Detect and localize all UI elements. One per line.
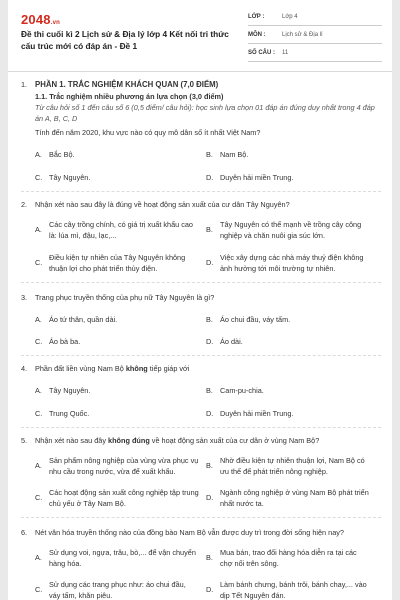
option-text: Sử dụng voi, ngựa, trâu, bò,... để vận chuyển hàng hóa. (49, 548, 196, 568)
option-text: Áo chui đầu, váy tấm. (220, 315, 291, 324)
option-text: Sản phẩm nông nghiệp của vùng vừa phục vụ nhu cầu trong nước, vừa để xuất khẩu. (49, 456, 199, 476)
option-letter: D. (206, 337, 214, 346)
option-letter: A. (35, 315, 42, 324)
question-3-option-c[interactable] (35, 337, 199, 348)
option-text: Làm bánh chưng, bánh trôi, bánh chay,... vào dịp Tết Nguyên đán. (220, 580, 367, 600)
question-5-text-end: về hoạt động sản xuất của cư dân ở vùng Nam Bộ? (149, 436, 320, 445)
question-5-option-d[interactable] (206, 488, 370, 509)
question-6-number: 6. (21, 528, 28, 537)
option-letter: C. (35, 493, 43, 503)
option-text: Bắc Bộ. (49, 150, 75, 159)
question-3-option-b[interactable] (206, 315, 370, 326)
question-4-option-c[interactable] (35, 409, 199, 420)
option-letter: C. (35, 173, 43, 182)
option-text: Duyên hải miền Trung. (220, 173, 294, 182)
option-letter: A. (35, 553, 42, 563)
question-4-option-a[interactable] (35, 386, 199, 397)
question-4-text-end: tiếp giáp với (147, 364, 190, 373)
option-text: Việc xây dựng các nhà máy thuỷ điện không ảnh hưởng tới môi trường tự nhiên. (220, 253, 364, 273)
site-logo[interactable] (21, 12, 60, 27)
option-text: Trung Quốc. (49, 409, 90, 418)
question-6-option-c[interactable] (35, 580, 199, 600)
option-text: Nhờ điều kiện tự nhiên thuận lợi, Nam Bộ có ưu thế để phát triển nông nghiệp. (220, 456, 365, 476)
question-5-text (35, 436, 380, 447)
option-letter: A. (35, 461, 42, 471)
option-letter: B. (206, 150, 213, 159)
question-divider (21, 282, 381, 283)
question-4-text (35, 364, 380, 375)
option-text: Sử dụng các trang phục như: áo chui đầu, váy tấm, khăn piêu. (49, 580, 186, 600)
question-1-option-d[interactable] (206, 173, 370, 184)
question-5-text-start: Nhận xét nào sau đây (35, 436, 109, 445)
question-2-option-c[interactable] (35, 253, 199, 274)
option-letter: D. (206, 493, 214, 503)
count-value: 11 (282, 49, 289, 56)
option-text: Mua bán, trao đổi hàng hóa diễn ra tại các chợ nổi trên sông. (220, 548, 357, 568)
question-4-option-d[interactable] (206, 409, 370, 420)
count-label: SỐ CÂU : (248, 49, 275, 56)
grade-value: Lớp 4 (282, 13, 298, 20)
question-2-option-d[interactable] (206, 253, 370, 274)
question-4-keyword: không (125, 364, 148, 373)
meta-table (248, 8, 382, 62)
subject-value: Lịch sử & Địa lí (282, 31, 323, 38)
option-letter: B. (206, 461, 213, 471)
meta-row-grade (248, 8, 382, 26)
option-letter: D. (206, 173, 214, 182)
question-6-text: Nét văn hóa truyền thống nào của đồng bào Nam Bộ vẫn được duy trì trong đời sống hiện nay? (35, 528, 344, 537)
section-subtitle: 1.1. Trắc nghiệm nhiều phương án lựa chọn (3,0 điểm) (35, 92, 224, 101)
option-letter: C. (35, 585, 43, 595)
option-text: Tây Nguyên. (49, 386, 91, 395)
option-letter: C. (35, 337, 43, 346)
option-text: Điều kiện tự nhiên của Tây Nguyên không thuận lợi cho phát triển thủy điện. (49, 253, 186, 273)
meta-row-subject (248, 26, 382, 44)
question-2-text: Nhận xét nào sau đây là đúng về hoạt động sản xuất của cư dân Tây Nguyên? (35, 200, 290, 209)
option-letter: B. (206, 553, 213, 563)
question-2-number: 2. (21, 200, 28, 209)
option-text: Áo bà ba. (49, 337, 81, 346)
question-4-text-start: Phần đất liền vùng Nam Bộ (35, 364, 126, 373)
option-text: Tây Nguyên. (49, 173, 91, 182)
option-letter: B. (206, 225, 213, 235)
option-text: Các hoạt động sản xuất công nghiệp tập trung chủ yếu ở Tây Nam Bộ. (49, 488, 199, 508)
question-4-number: 4. (21, 364, 28, 373)
option-text: Áo dài. (220, 337, 243, 346)
question-6-option-b[interactable] (206, 548, 370, 569)
option-text: Cam-pu-chia. (220, 386, 264, 395)
question-1-option-a[interactable] (35, 150, 199, 161)
option-letter: D. (206, 258, 214, 268)
document-title: Đề thi cuối kì 2 Lịch sử & Địa lý lớp 4 Kết nối tri thức cấu trúc mới có đáp án - Đề 1 (21, 29, 229, 51)
subject-label: MÔN : (248, 31, 266, 38)
question-divider (21, 517, 381, 518)
section-number: 1. (21, 80, 28, 89)
meta-row-count (248, 44, 382, 62)
option-text: Duyên hải miền Trung. (220, 409, 294, 418)
question-4-option-b[interactable] (206, 386, 370, 397)
option-letter: C. (35, 409, 43, 418)
logo-suffix: .vn (50, 20, 61, 26)
document-page (8, 0, 392, 600)
question-1-option-b[interactable] (206, 150, 370, 161)
section-title: PHẦN 1. TRẮC NGHIỆM KHÁCH QUAN (7,0 ĐIỂM) (35, 80, 219, 89)
question-divider (21, 427, 381, 428)
option-text: Các cây trồng chính, có giá trị xuất khẩu cao là: lúa mì, đậu, lạc,... (49, 220, 193, 240)
option-letter: D. (206, 409, 214, 418)
logo-main: 2048 (21, 12, 51, 27)
question-1-text: Tính đến năm 2020, khu vực nào có quy mô dân số ít nhất Việt Nam? (35, 128, 261, 137)
question-3-text: Trang phục truyền thống của phụ nữ Tây Nguyên là gì? (35, 293, 215, 302)
option-text: Ngành công nghiệp ở vùng Nam Bộ phát triển nhất nước ta. (220, 488, 369, 508)
option-text: Nam Bộ. (220, 150, 249, 159)
question-2-option-b[interactable] (206, 220, 370, 241)
question-5-option-b[interactable] (206, 456, 370, 477)
question-3-number: 3. (21, 293, 28, 302)
question-6-option-a[interactable] (35, 548, 199, 569)
option-text: Tây Nguyên có thế mạnh về trồng cây công nghiệp và chăn nuôi gia súc lớn. (220, 220, 362, 240)
question-5-number: 5. (21, 436, 28, 445)
option-letter: C. (35, 258, 43, 268)
option-letter: A. (35, 225, 42, 235)
question-6-option-d[interactable] (206, 580, 370, 600)
question-2-option-a[interactable] (35, 220, 199, 241)
question-5-option-a[interactable] (35, 456, 199, 477)
option-letter: A. (35, 386, 42, 395)
question-divider (21, 355, 381, 356)
question-5-option-c[interactable] (35, 488, 199, 509)
option-text: Áo tứ thân, quần dài. (49, 315, 118, 324)
question-3-option-a[interactable] (35, 315, 199, 326)
option-letter: A. (35, 150, 42, 159)
option-letter: B. (206, 315, 213, 324)
question-3-option-d[interactable] (206, 337, 370, 348)
section-note: Từ câu hỏi số 1 đến câu số 6 (0,5 điểm/ câu hỏi): học sinh lựa chọn 01 đáp án đúng duy nhất trong 4 đáp án A, B, C, D (35, 103, 375, 123)
option-letter: D. (206, 585, 214, 595)
question-5-keyword: không đúng (108, 436, 150, 445)
option-letter: B. (206, 386, 213, 395)
question-1-option-c[interactable] (35, 173, 199, 184)
grade-label: LỚP : (248, 13, 265, 20)
document-header (8, 0, 392, 72)
question-divider (21, 191, 381, 192)
